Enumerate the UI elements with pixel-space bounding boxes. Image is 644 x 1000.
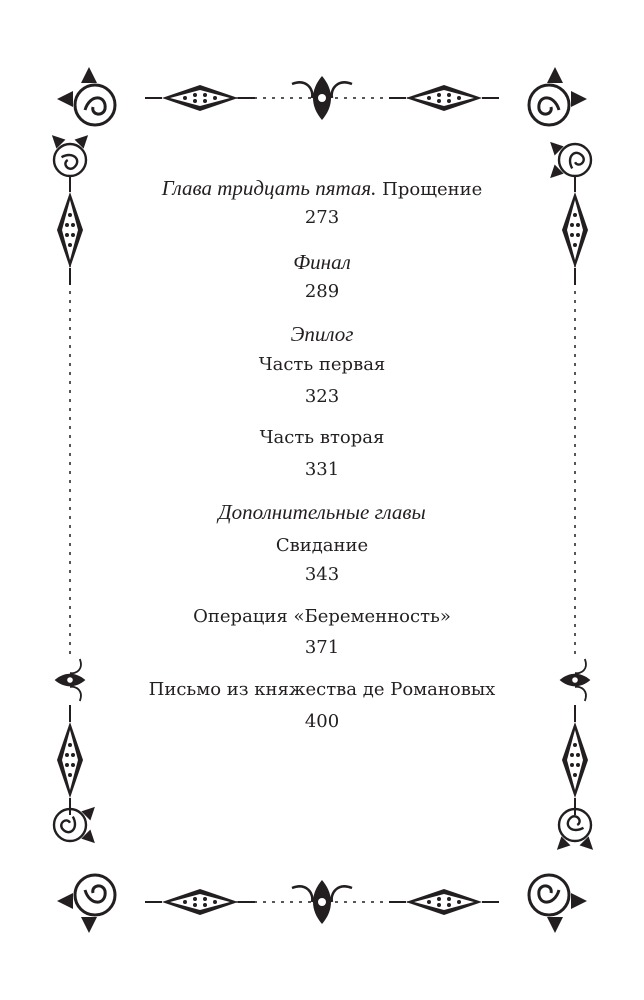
toc-entry-part-two[interactable]: Часть вторая — [259, 427, 385, 448]
toc-entry-letter[interactable]: Письмо из княжества де Романовых — [148, 679, 496, 700]
toc-entry-part-one[interactable]: Часть первая — [258, 354, 386, 375]
toc-entry-chapter-35[interactable] — [0, 177, 644, 201]
page-number: 371 — [304, 637, 340, 658]
page-number: 323 — [304, 386, 340, 407]
page-number: 343 — [304, 564, 340, 585]
toc-entry-final[interactable]: Финал — [293, 250, 351, 274]
toc-entry-date[interactable]: Свидание — [275, 535, 369, 556]
page-number: 331 — [304, 459, 340, 480]
section-heading-extra-chapters: Дополнительные главы — [218, 500, 426, 524]
section-heading-epilogue: Эпилог — [290, 322, 354, 346]
page-number: 273 — [304, 207, 340, 228]
page-number: 289 — [304, 281, 340, 302]
page-number: 400 — [304, 711, 340, 732]
toc-entry-operation[interactable]: Операция «Беременность» — [193, 606, 451, 627]
entry-title: Прощение — [382, 179, 483, 200]
entry-label-italic: Глава тридцать пятая. — [161, 176, 377, 200]
